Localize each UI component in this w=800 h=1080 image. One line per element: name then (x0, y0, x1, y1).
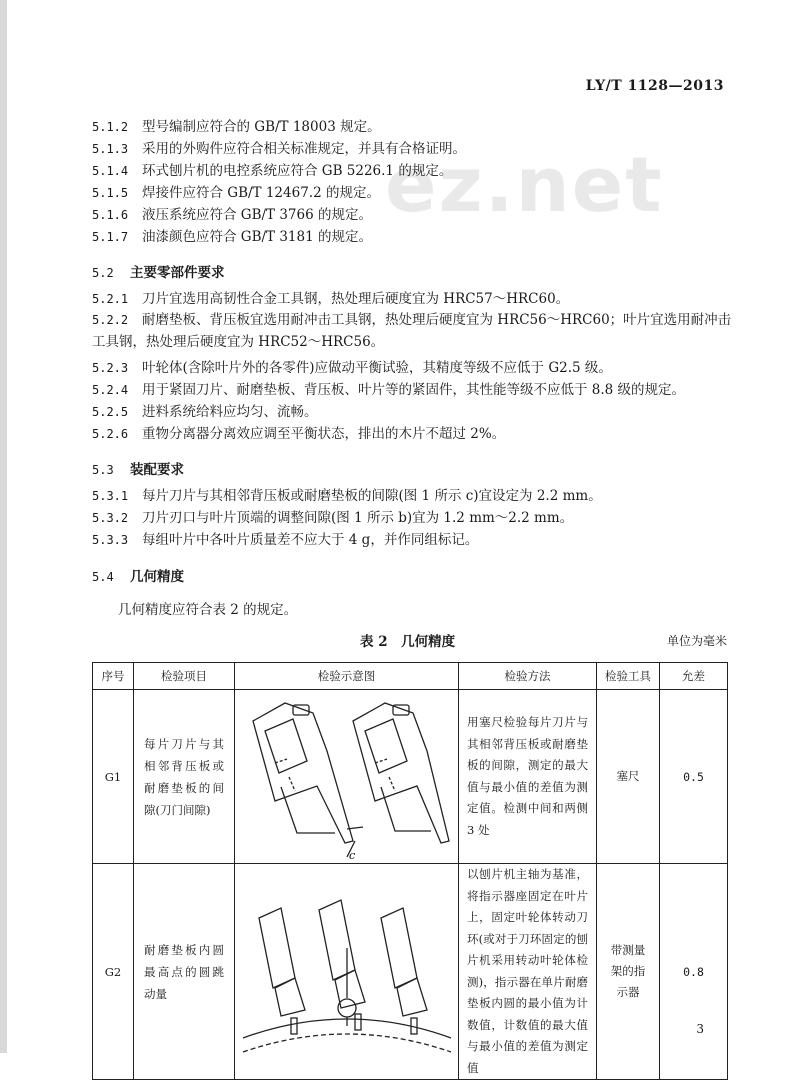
gap-label-c: c (349, 848, 356, 862)
header-tolerance: 允差 (660, 663, 728, 690)
section-heading-5-3: 5.3 装配要求 (92, 462, 184, 478)
header-figure: 检验示意图 (235, 663, 459, 690)
table-unit: 单位为毫米 (666, 634, 727, 648)
clause-5-3-2: 5.3.2 刀片刃口与叶片顶端的调整间隙(图 1 所示 b)宜为 1.2 mm～2.2 mm。 (92, 510, 574, 526)
section-5-4-intro: 几何精度应符合表 2 的规定。 (118, 602, 298, 618)
header-tool: 检验工具 (597, 663, 660, 690)
row-tolerance: 0.5 (660, 690, 728, 864)
clause-5-3-1: 5.3.1 每片刀片与其相邻背压板或耐磨垫板的间隙(图 1 所示 c)宜设定为 2.2 mm。 (92, 488, 602, 504)
clause-5-1-4: 5.1.4 环式刨片机的电控系统应符合 GB 5226.1 的规定。 (92, 163, 453, 179)
table-header-row (93, 663, 728, 690)
row-method: 用塞尺检验每片刀片与其相邻背压板或耐磨垫板的间隙，测定的最大值与最小值的差值为测定值。检测中间和两侧 3 处 (459, 690, 597, 864)
row-id: G2 (93, 864, 134, 1080)
table-row (93, 864, 728, 1080)
table-row (93, 690, 728, 864)
header-item: 检验项目 (134, 663, 235, 690)
row-item: 每片刀片与其相邻背压板或耐磨垫板的间隙(刀门间隙) (134, 690, 235, 864)
header-id: 序号 (93, 663, 134, 690)
row-id: G1 (93, 690, 134, 864)
clause-5-2-3: 5.2.3 叶轮体(含除叶片外的各零件)应做动平衡试验，其精度等级不应低于 G2.5 级。 (92, 360, 612, 376)
clause-5-2-4: 5.2.4 用于紧固刀片、耐磨垫板、背压板、叶片等的紧固件，其性能等级不应低于 8.8 级的规定。 (92, 382, 686, 398)
clause-5-1-6: 5.1.6 液压系统应符合 GB/T 3766 的规定。 (92, 207, 372, 223)
g1-diagram-cell (235, 690, 459, 864)
clause-5-2-1: 5.2.1 刀片宜选用高韧性合金工具钢，热处理后硬度宜为 HRC57～HRC60。 (92, 291, 570, 307)
page-number: 3 (696, 1022, 704, 1036)
g2-diagram-cell (235, 864, 459, 1080)
row-method: 以刨片机主轴为基准，将指示器座固定在叶片上，固定叶轮体转动刀环(或对于刀环固定的刨片机采用转动叶轮体检测)，指示器在单片耐磨垫板内圆的最小值为计数值，计数值的最大值与最小值的差值为测定值 (459, 864, 597, 1080)
section-heading-5-2: 5.2 主要零部件要求 (92, 265, 225, 281)
row-tolerance: 0.8 (660, 864, 728, 1080)
clause-5-1-7: 5.1.7 油漆颜色应符合 GB/T 3181 的规定。 (92, 229, 372, 245)
geometric-accuracy-table (92, 662, 728, 1080)
clause-5-1-3: 5.1.3 采用的外购件应符合相关标准规定，并具有合格证明。 (92, 141, 466, 157)
clause-5-2-6: 5.2.6 重物分离器分离效应调至平衡状态，排出的木片不超过 2%。 (92, 426, 506, 442)
binding-edge (0, 0, 7, 1053)
header-method: 检验方法 (459, 663, 597, 690)
clause-5-1-5: 5.1.5 焊接件应符合 GB/T 12467.2 的规定。 (92, 185, 380, 201)
row-item: 耐磨垫板内圆最高点的圆跳动量 (134, 864, 235, 1080)
watermark: ez.net (385, 140, 664, 229)
standard-number: LY/T 1128—2013 (585, 78, 724, 94)
clause-5-2-5: 5.2.5 进料系统给料应均匀、流畅。 (92, 404, 318, 420)
table-caption: 表 2 几何精度 (360, 634, 456, 650)
clause-5-2-2: 5.2.2 耐磨垫板、背压板宜选用耐冲击工具钢，热处理后硬度宜为 HRC56～HRC60；叶片宜选用耐冲击工具钢，热处理后硬度宜为 HRC52～HRC56。 (92, 312, 732, 350)
knife-gap-diagram (235, 691, 459, 863)
clause-5-1-2: 5.1.2 型号编制应符合的 GB/T 18003 规定。 (92, 119, 381, 135)
row-tool: 塞尺 (597, 690, 660, 864)
runout-diagram (235, 878, 459, 1066)
section-heading-5-4: 5.4 几何精度 (92, 569, 184, 585)
row-tool: 带测量架的指示器 (597, 864, 660, 1080)
clause-5-3-3: 5.3.3 每组叶片中各叶片质量差不应大于 4 g，并作同组标记。 (92, 532, 479, 548)
